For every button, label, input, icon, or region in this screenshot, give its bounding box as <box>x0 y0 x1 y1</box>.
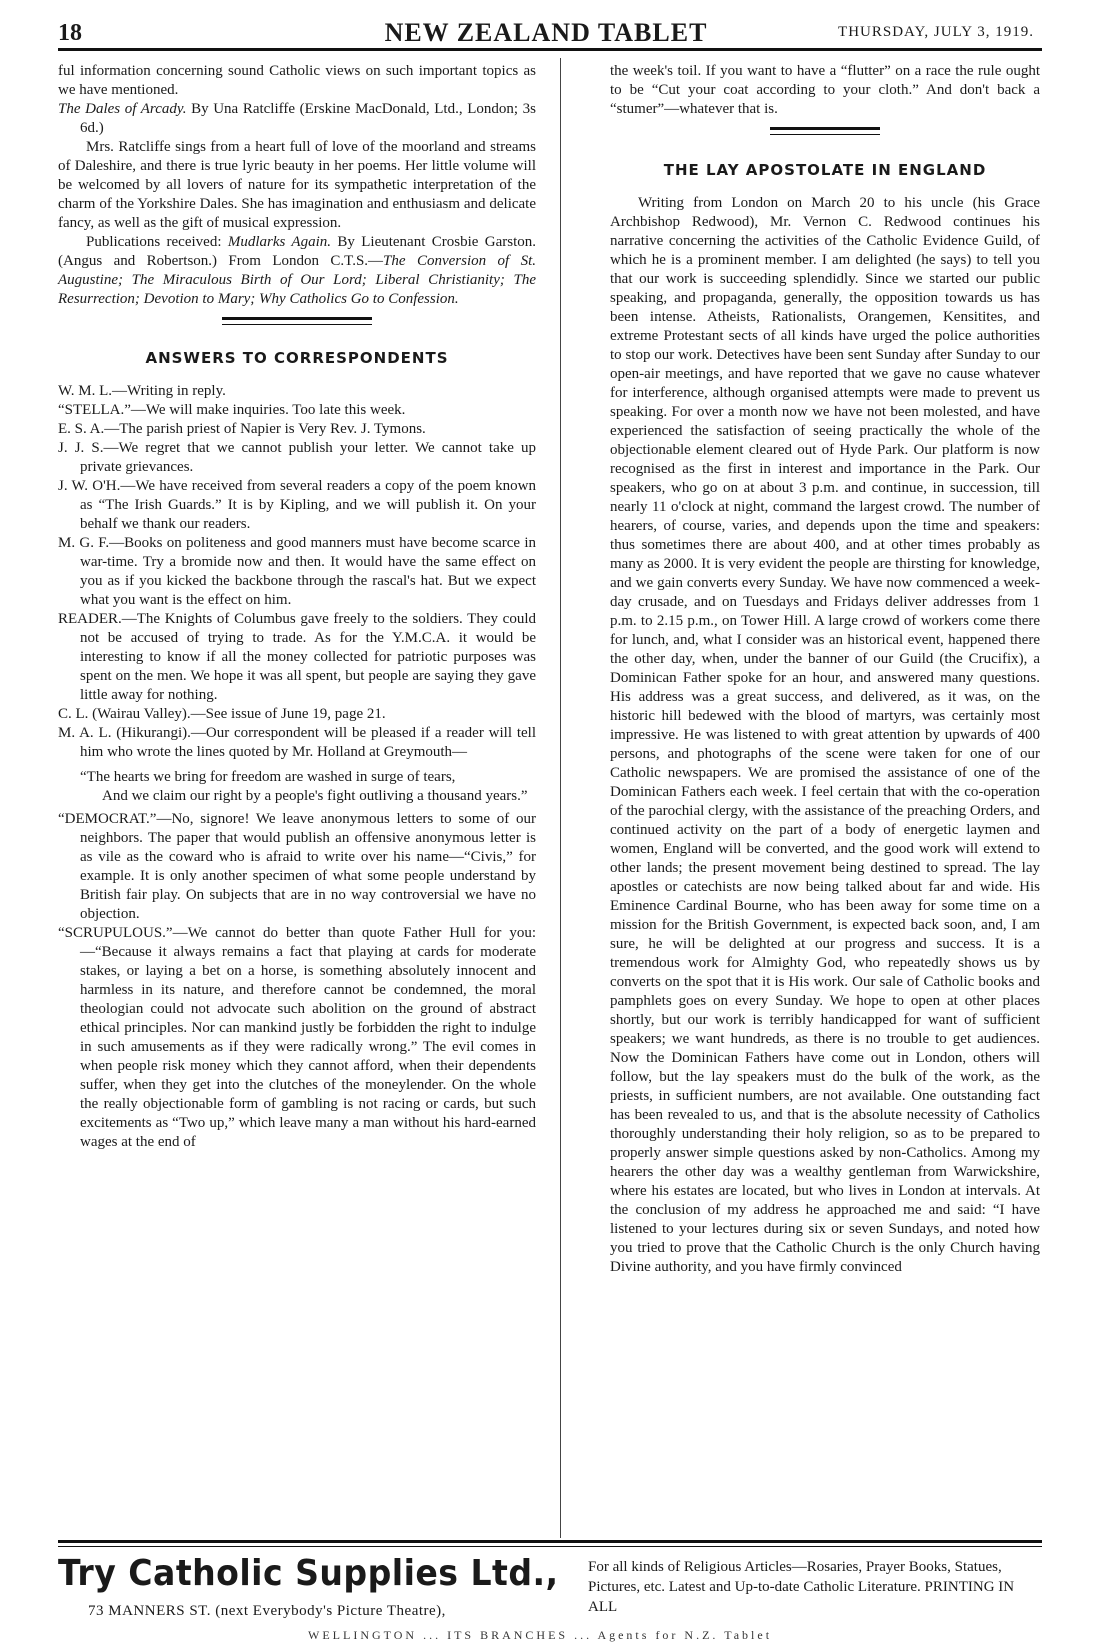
lay-apostolate-text: Writing from London on March 20 to his uncle (his Grace Archbishop Redwood), Mr. Vernon C. Redwood continues his narrative concerning the activities of the Catholic Evidence Guild, of which he is a prominent member. I am delighted (he says) to tell you that our work is succeeding splendidly. Since we started our public speaking, and propaganda, generally, the opposition towards us has been intense. Atheists, Rationalists, Orangemen, Kensitites, and extreme Protestant sects of all kinds have urged the police authorities to stop our work. Detectives have been sent Sunday after Sunday to our open-air meetings, and have reported that we gave no cause whatever for interference, although organised attempts were made to prevent us speaking. For over a month now we have not been molested, and have experienced the satisfaction of seeing practically the whole of the objectionable element cleared out of Hyde Park. Our platform is now recognised as the first in interest and importance in the Park. Our speakers, who go on at about 3 p.m. and continue, in succession, till nearly 11 o'clock at night, command the largest crowd. The number of hearers, of course, varies, and depends upon the time and speakers: thus sometimes there are about 400, and at other times probably as many as 2000. It is very evident the people are thirsting for knowledge, and we gain converts every Sunday. We have now commenced a week-day crusade, and on Tuesdays and Fridays deliver addresses from 1 p.m. to 2.15 p.m., on Tower Hill. A large crowd of workers come there for lunch, and, what I consider was an historical event, happened there the other day, when, under the banner of our Guild (the Crucifix), a Dominican Father spoke for an hour, and answered many questions. His address was a great success, and delivered, as it was, on the historic hill bedewed with the blood of martyrs, was certainly most impressive. He was listened to with great attention by upwards of 400 persons, and photographs of the scene were taken for one of our Catholic newspapers. We are promised the assistance of one of the Dominican Fathers each week. I feel certain that with the co-operation of the parochial clergy, with the assistance of the preaching Orders, and continued activity on the part of a body of energetic laymen and women, England will be converted, and the good work will extend to other lands; the present movement being destined to spread. The lay apostles or catechists are now being talked about far and wide. His Eminence Cardinal Bourne, who has been away for some time on a mission for the British Government, is expected back soon, and, I am sure, he will be delighted at our progress and success. It is a tremendous work for Almighty God, who repeatedly shows us by converts on the spot that it is His work. Our sale of Catholic books and pamphlets goes on every Sunday. We hope to open at other places shortly, but our work is terribly handicapped for want of sufficient speakers; we want hundreds, as there is no trouble to get audiences. Now the Dominican Fathers have come out in London, others will follow, but the lay speakers must do the bulk of the work, as the priests, in sufficient numbers, are not available. One outstanding fact has been revealed to us, and that is the absolute necessity of Catholics thoroughly understanding their holy religion, so as to be prepared to properly answer simple questions asked by non-Catholics. Among my hearers the other day was a wealthy gentleman from Warwickshire, where his estates are located, but who lives in London at intervals. At the conclusion of my address he approached me and said: “I have listened to your lectures during six or seven Sundays, and noted how you tried to prove that the Catholic Church is the only Church having Divine authority, and you have firmly convinced <box>610 195 1040 1275</box>
answer-item <box>58 610 536 705</box>
answer-name: “SCRUPULOUS.” <box>58 925 173 941</box>
answer-name: W. M. L. <box>58 383 113 399</box>
answer-item <box>58 534 536 610</box>
masthead: NEW ZEALAND TABLET <box>384 18 708 47</box>
page-header <box>58 18 1034 58</box>
answer-name: READER. <box>58 611 122 627</box>
answer-text: (Hikurangi).—Our correspondent will be pleased if a reader will tell him who wrote the lines quoted by Mr. Holland at Greymouth— <box>80 725 536 760</box>
ad-description: For all kinds of Religious Articles—Rosaries, Prayer Books, Statues, Pictures, etc. Latest and Up-to-date Catholic Literature. PRINTING IN ALL <box>588 1559 1015 1615</box>
column-divider <box>560 58 561 1538</box>
left-column <box>58 62 536 1152</box>
answer-item <box>58 382 536 401</box>
footer-rule-thin <box>58 1546 1042 1547</box>
publications-lead: Publications received: <box>86 234 222 250</box>
quote-line-2: And we claim our right by a people's fight outliving a thousand years.” <box>102 788 528 804</box>
answers-heading: ANSWERS TO CORRESPONDENTS <box>145 349 449 367</box>
ad-address: 73 MANNERS ST. (next Everybody's Picture Theatre), <box>88 1603 446 1619</box>
book-byline: By Una Ratcliffe (Erskine MacDonald, Ltd., London; 3s 6d.) <box>80 101 537 136</box>
answer-text: —Books on politeness and good manners must have become scarce in war-time. Try a bromide now and then. It would have the same effect on you as if you kicked the backbone through the rascal's hat. But we expect what you want is the effect on him. <box>80 535 536 608</box>
book-review-heading <box>58 100 536 138</box>
answer-name: “DEMOCRAT.” <box>58 811 157 827</box>
answer-text: —We cannot do better than quote Father Hull for you:—“Because it always remains a fact that playing at cards for moderate stakes, or laying a bet on a horse, is something absolutely innocent and harmless in its nature, and therefore cannot be condemned, the moral theologian could not advocate such abolition on the ground of abstract ethical principles. Nor can mankind justly be forbidden the right to indulge in such amusements as if they were radically wrong.” The evil comes in when people risk money which they cannot afford, when their dependents suffer, when they get into the clutches of the moneylender. On the whole the really objectionable form of gambling is not racing or cards, but such excitements as “Two up,” which leave many a man without his hard-earned wages at the end of <box>80 925 536 1150</box>
answer-democrat <box>58 810 536 924</box>
right-paragraph-1: the week's toil. If you want to have a “flutter” on a race the rule ought to be “Cut your coat according to your cloth.” And don't back a “stumer”—whatever that is. <box>610 63 1040 117</box>
answer-name: “STELLA.” <box>58 402 131 418</box>
quote-line-1: “The hearts we bring for freedom are washed in surge of tears, <box>80 769 456 785</box>
answer-item <box>58 439 536 477</box>
section-separator <box>222 317 372 325</box>
answer-name: J. W. O'H. <box>58 478 121 494</box>
page-number: 18 <box>58 20 82 46</box>
answer-text: —We regret that we cannot publish your letter. We cannot take up private grievances. <box>80 440 536 475</box>
answer-name: M. G. F. <box>58 535 110 551</box>
answer-text: —The parish priest of Napier is Very Rev. J. Tymons. <box>104 421 426 437</box>
header-rule <box>58 48 1042 51</box>
answer-name: C. L. <box>58 706 89 722</box>
answer-text: —We have received from several readers a copy of the poem known as “The Irish Guards.” It is by Kipling, and we will publish it. On your behalf we thank our readers. <box>80 478 537 532</box>
publications-received <box>58 233 536 309</box>
answer-item <box>58 477 536 534</box>
book-review-text: Mrs. Ratcliffe sings from a heart full of love of the moorland and streams of Daleshire, and there is true lyric beauty in her poems. Her little volume will be welcomed by all lovers of nature for its sympathetic interpretation of the charm of the Yorkshire Dales. She has imagination and enthusiasm and delicate fancy, as well as the gift of musical expression. <box>58 139 536 231</box>
footer-rule <box>58 1540 1042 1543</box>
ad-bottom-line: WELLINGTON ... ITS BRANCHES ... Agents for N.Z. Tablet <box>308 1628 773 1642</box>
answer-scrupulous <box>58 924 536 1152</box>
advertisement <box>58 1553 1042 1643</box>
section-separator <box>770 127 880 135</box>
answer-text: —We will make inquiries. Too late this week. <box>130 402 406 418</box>
ad-title: Try Catholic Supplies Ltd., <box>58 1553 559 1594</box>
answer-name: J. J. S. <box>58 440 104 456</box>
answer-item <box>58 724 536 762</box>
answer-text: —Writing in reply. <box>112 383 226 399</box>
answer-text: —No, signore! We leave anonymous letters to some of our neighbors. The paper that would publish an offensive anonymous letter is as vile as the coward who is afraid to write over his name—“Civis,” for example. It is only another specimen of what some people understand by British fair play. On subjects that are in no way controversial we have no objection. <box>80 811 536 922</box>
answer-name: M. A. L. <box>58 725 112 741</box>
answer-text: —The Knights of Columbus gave freely to the soldiers. They could not be accused of trying to trade. As for the Y.M.C.A. it would be interesting to know if all the money collected for patriotic purposes was spent on the men. We hope it was all spent, but people are saying they gave little away for nothing. <box>80 611 536 703</box>
book-title: The Dales of Arcady. <box>58 101 187 117</box>
publication-titles-2: The Conversion of St. Augustine; The Miraculous Birth of Our Lord; Liberal Christianity; The Resurrection; Devotion to Mary; Why Catholics Go to Confession. <box>58 253 536 307</box>
poem-quote <box>58 768 536 806</box>
left-paragraph-1: ful information concerning sound Catholic views on such important topics as we have mentioned. <box>58 63 536 98</box>
publication-text-1: By Lieutenant Crosbie Garston. (Angus and Robertson.) From London C.T.S.— <box>58 234 536 269</box>
right-column <box>610 62 1040 1277</box>
lay-apostolate-heading: THE LAY APOSTOLATE IN ENGLAND <box>663 161 987 179</box>
answer-name: E. S. A. <box>58 421 105 437</box>
answer-item <box>58 705 536 724</box>
answer-text: (Wairau Valley).—See issue of June 19, page 21. <box>92 706 386 722</box>
publication-title-1: Mudlarks Again. <box>227 234 332 250</box>
answer-item <box>58 420 536 439</box>
dateline: THURSDAY, JULY 3, 1919. <box>838 24 1034 40</box>
answer-item <box>58 401 536 420</box>
